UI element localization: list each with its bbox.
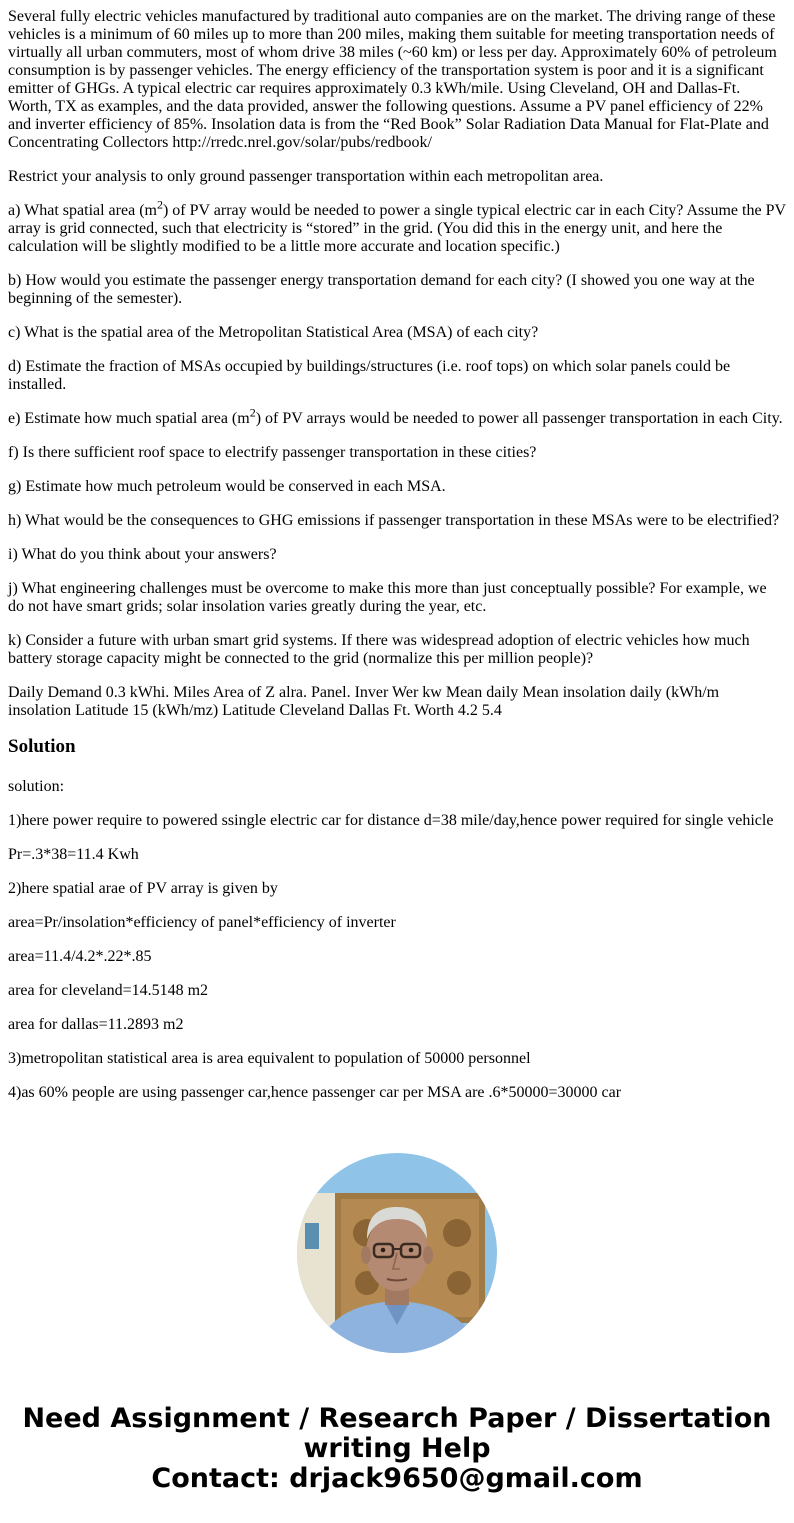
solution-line: area for cleveland=14.5148 m2 (8, 982, 209, 999)
solution-line: area=11.4/4.2*.22*.85 (8, 948, 152, 965)
solution-line: 4)as 60% people are using passenger car,hence passenger car per MSA are .6*50000=30000 car (8, 1084, 622, 1101)
solution-line: 3)metropolitan statistical area is area equivalent to population of 50000 personnel (8, 1050, 531, 1067)
superscript: 2 (156, 197, 163, 212)
solution-line: solution: (8, 778, 65, 795)
avatar (297, 1153, 497, 1353)
question-h: h) What would be the consequences to GHG emissions if passenger transportation in these MSAs were to be electrified? (8, 512, 780, 529)
solution-line: area for dallas=11.2893 m2 (8, 1016, 184, 1033)
contact-email: Contact: drjack9650@gmail.com (151, 1463, 643, 1494)
question-d: d) Estimate the fraction of MSAs occupied by buildings/structures (i.e. roof tops) on which solar panels could be installed. (8, 358, 731, 393)
solution-line: Pr=.3*38=11.4 Kwh (8, 846, 139, 863)
question-k: k) Consider a future with urban smart grid systems. If there was widespread adoption of electric vehicles how much battery storage capacity might be connected to the grid (normalize this per million people)? (8, 632, 750, 667)
question-e-text-rest: ) of PV arrays would be needed to power all passenger transportation in each City. (255, 410, 783, 427)
banner-line: Need Assignment / Research Paper / Dissertation (22, 1403, 772, 1434)
avatar-portrait (297, 1153, 497, 1353)
question-g: g) Estimate how much petroleum would be conserved in each MSA. (8, 478, 446, 495)
banner-line: writing Help (303, 1433, 491, 1464)
contact-banner (0, 1404, 794, 1494)
question-b: b) How would you estimate the passenger energy transportation demand for each city? (I showed you one way at the beginning of the semester). (8, 272, 755, 307)
question-intro: Several fully electric vehicles manufactured by traditional auto companies are on the market. The driving range of these vehicles is a minimum of 60 miles up to more than 200 miles, making them suitable for meeting transportation needs of virtually all urban commuters, most of whom drive 38 miles (~60 km) or less per day. Approximately 60% of petroleum consumption is by passenger vehicles. The energy efficiency of the transportation system is poor and it is a significant emitter of GHGs. A typical electric car requires approximately 0.3 kWh/mile. Using Cleveland, OH and Dallas-Ft. Worth, TX as examples, and the data provided, answer the following questions. Assume a PV panel efficiency of 22% and inverter efficiency of 85%. Insolation data is from the “Red Book” Solar Radiation Data Manual for Flat-Plate and Concentrating Collectors http://rredc.nrel.gov/solar/pubs/redbook/ (8, 8, 777, 151)
question-a-text: a) What spatial area (m (8, 202, 157, 219)
question-a (8, 197, 786, 256)
question-i: i) What do you think about your answers? (8, 546, 277, 563)
question-j: j) What engineering challenges must be overcome to make this more than just conceptually possible? For example, we do not have smart grids; solar insolation varies greatly during the year, etc. (8, 580, 767, 615)
question-restriction: Restrict your analysis to only ground passenger transportation within each metropolitan area. (8, 168, 604, 185)
solution-heading: Solution (8, 736, 76, 757)
question-f: f) Is there sufficient roof space to electrify passenger transportation in these cities? (8, 444, 537, 461)
question-c: c) What is the spatial area of the Metropolitan Statistical Area (MSA) of each city? (8, 324, 539, 341)
question-a-text-rest: ) of PV array would be needed to power a single typical electric car in each City? Assume the PV array is grid connected, such that electricity is “stored” in the grid. (You did this in the energy unit, and here the calculation will be slightly modified to be a little more accurate and location specific.) (8, 202, 786, 255)
document-body (8, 8, 786, 1118)
question-e-text: e) Estimate how much spatial area (m (8, 410, 250, 427)
data-table-text: Daily Demand 0.3 kWhi. Miles Area of Z alra. Panel. Inver Wer kw Mean daily Mean insolation daily (kWh/m insolation Latitude 15 (kWh/mz) Latitude Cleveland Dallas Ft. Worth 4.2 5.4 (8, 684, 720, 719)
superscript: 2 (249, 405, 256, 420)
solution-line: 2)here spatial arae of PV array is given by (8, 880, 278, 897)
solution-line: area=Pr/insolation*efficiency of panel*efficiency of inverter (8, 914, 396, 931)
question-e (8, 405, 786, 428)
solution-line: 1)here power require to powered ssingle electric car for distance d=38 mile/day,hence power required for single vehicle (8, 812, 774, 829)
